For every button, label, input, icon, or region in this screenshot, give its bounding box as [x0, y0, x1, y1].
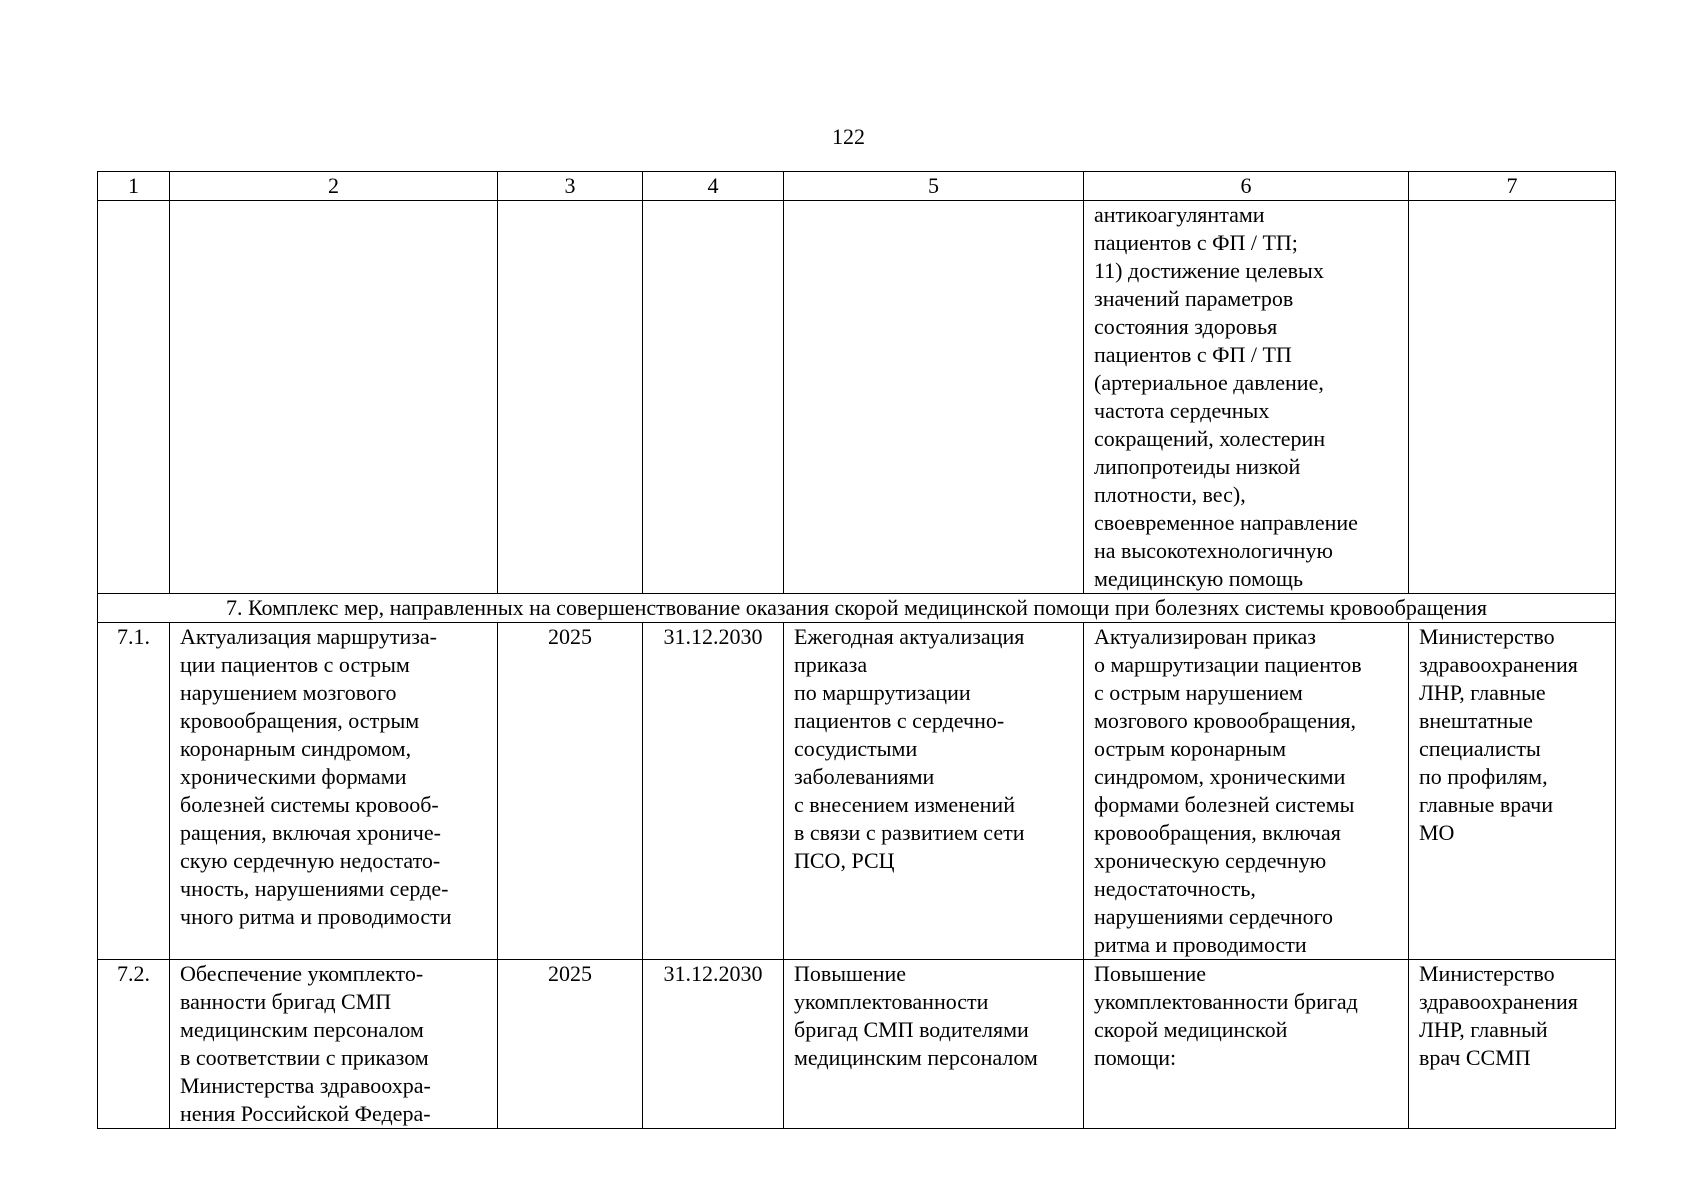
cell-result: Актуализирован приказ о маршрутизации пациентов с острым нарушением мозгового кровообращения, острым коронарным синдромом, хроническими формами болезней системы кровообращения, включая хроническую сердечную недостаточность, нарушениями сердечного ритма и проводимости [1084, 623, 1409, 960]
cell-result: антикоагулянтами пациентов с ФП / ТП; 11) достижение целевых значений параметров состояния здоровья пациентов с ФП / ТП (артериальное давление, частота сердечных сокращений, холестерин липопротеиды низкой плотности, вес), своевременное направление на высокотехнологичную медицинскую помощь [1084, 201, 1409, 594]
cell-activity: Обеспечение укомплекто- ванности бригад СМП медицинским персоналом в соответствии с приказом Министерства здравоохра- нения Российской Федера- [170, 960, 498, 1129]
cell-num: 7.2. [98, 960, 170, 1129]
cell-description: Повышение укомплектованности бригад СМП водителями медицинским персоналом [784, 960, 1084, 1129]
table-row [98, 623, 1616, 960]
column-number-1: 1 [98, 172, 170, 201]
cell-start: 2025 [498, 960, 643, 1129]
column-number-row [98, 172, 1616, 201]
cell-activity: Актуализация маршрутиза- ции пациентов с острым нарушением мозгового кровообращения, острым коронарным синдромом, хроническими формами болезней системы кровооб- ращения, включая хрониче- скую сердечную недостато- чность, нарушениями серде- чного ритма и проводимости [170, 623, 498, 960]
cell-description: Ежегодная актуализация приказа по маршрутизации пациентов с сердечно- сосудистыми заболеваниями с внесением изменений в связи с развитием сети ПСО, РСЦ [784, 623, 1084, 960]
cell-end: 31.12.2030 [643, 623, 784, 960]
cell-num: 7.1. [98, 623, 170, 960]
cell-responsible [1409, 201, 1616, 594]
column-number-4: 4 [643, 172, 784, 201]
cell-num [98, 201, 170, 594]
cell-end: 31.12.2030 [643, 960, 784, 1129]
table-row-continuation [98, 201, 1616, 594]
column-number-3: 3 [498, 172, 643, 201]
column-number-6: 6 [1084, 172, 1409, 201]
table-row [98, 960, 1616, 1129]
cell-end [643, 201, 784, 594]
cell-start: 2025 [498, 623, 643, 960]
section-row [98, 594, 1616, 623]
cell-description [784, 201, 1084, 594]
column-number-7: 7 [1409, 172, 1616, 201]
column-number-5: 5 [784, 172, 1084, 201]
cell-result: Повышение укомплектованности бригад скорой медицинской помощи: [1084, 960, 1409, 1129]
cell-start [498, 201, 643, 594]
page-number: 122 [832, 124, 865, 149]
cell-responsible: Министерство здравоохранения ЛНР, главные внештатные специалисты по профилям, главные врачи МО [1409, 623, 1616, 960]
cell-responsible: Министерство здравоохранения ЛНР, главный врач ССМП [1409, 960, 1616, 1129]
measures-table [97, 171, 1616, 1129]
column-number-2: 2 [170, 172, 498, 201]
section-title: 7. Комплекс мер, направленных на совершенствование оказания скорой медицинской помощи при болезнях системы кровообращения [98, 594, 1616, 623]
cell-activity [170, 201, 498, 594]
